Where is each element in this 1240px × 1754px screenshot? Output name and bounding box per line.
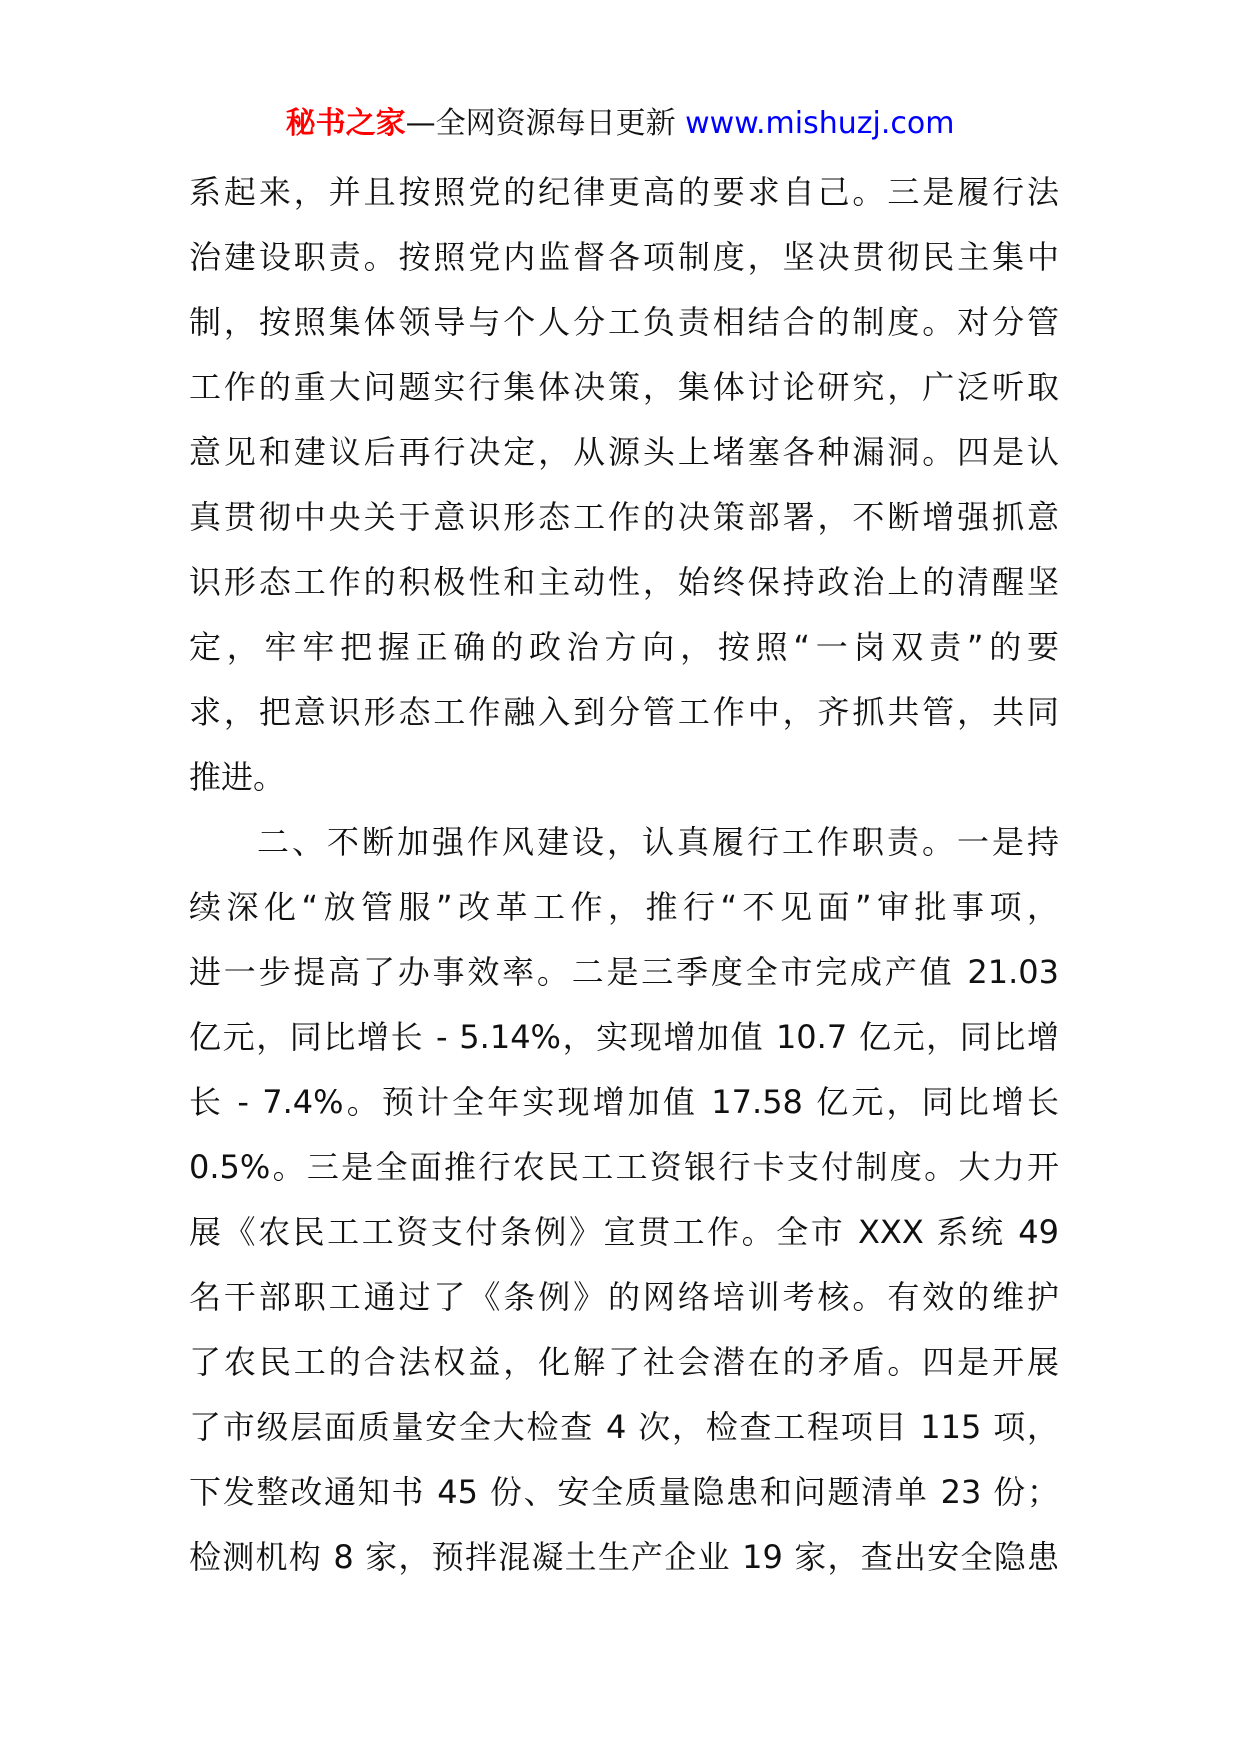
body-line: 求，把意识形态工作融入到分管工作中，齐抓共管，共同	[189, 693, 1059, 731]
body-line: 了市级层面质量安全大检查 4 次，检查工程项目 115 项，	[189, 1408, 1059, 1446]
body-line: 治建设职责。按照党内监督各项制度，坚决贯彻民主集中	[189, 238, 1059, 276]
body-line: 定，牢牢把握正确的政治方向，按照“一岗双责”的要	[189, 628, 1059, 666]
body-line: 名干部职工通过了《条例》的网络培训考核。有效的维护	[189, 1278, 1059, 1316]
body-line: 进一步提高了办事效率。二是三季度全市完成产值 21.03	[189, 953, 1059, 991]
brand-name: 秘书之家	[285, 106, 406, 141]
body-line: 识形态工作的积极性和主动性，始终保持政治上的清醒坚	[189, 563, 1059, 601]
body-line: 了农民工的合法权益，化解了社会潜在的矛盾。四是开展	[189, 1343, 1059, 1381]
body-line: 检测机构 8 家，预拌混凝土生产企业 19 家，查出安全隐患	[189, 1538, 1059, 1576]
body-line: 推进。	[189, 758, 286, 796]
body-line: 下发整改通知书 45 份、安全质量隐患和问题清单 23 份；	[189, 1473, 1059, 1511]
header-tagline: —全网资源每日更新	[405, 106, 676, 141]
site-url-link[interactable]: www.mishuzj.com	[685, 106, 955, 141]
body-line: 展《农民工工资支付条例》宣贯工作。全市 XXX 系统 49	[189, 1213, 1059, 1251]
document-body	[189, 160, 1059, 1590]
site-header	[0, 98, 1240, 150]
body-line: 意见和建议后再行决定，从源头上堵塞各种漏洞。四是认	[189, 433, 1059, 471]
section-heading-line: 二、不断加强作风建设，认真履行工作职责。一是持	[257, 823, 1059, 861]
body-line: 亿元，同比增长 - 5.14%，实现增加值 10.7 亿元，同比增	[189, 1018, 1059, 1056]
body-line: 长 - 7.4%。预计全年实现增加值 17.58 亿元，同比增长	[189, 1083, 1059, 1121]
body-line: 工作的重大问题实行集体决策，集体讨论研究，广泛听取	[189, 368, 1059, 406]
body-line: 真贯彻中央关于意识形态工作的决策部署，不断增强抓意	[189, 498, 1059, 536]
body-line: 0.5%。三是全面推行农民工工资银行卡支付制度。大力开	[189, 1148, 1059, 1186]
body-line: 续深化“放管服”改革工作，推行“不见面”审批事项，	[189, 888, 1059, 926]
body-line: 制，按照集体领导与个人分工负责相结合的制度。对分管	[189, 303, 1059, 341]
body-line: 系起来，并且按照党的纪律更高的要求自己。三是履行法	[189, 173, 1059, 211]
